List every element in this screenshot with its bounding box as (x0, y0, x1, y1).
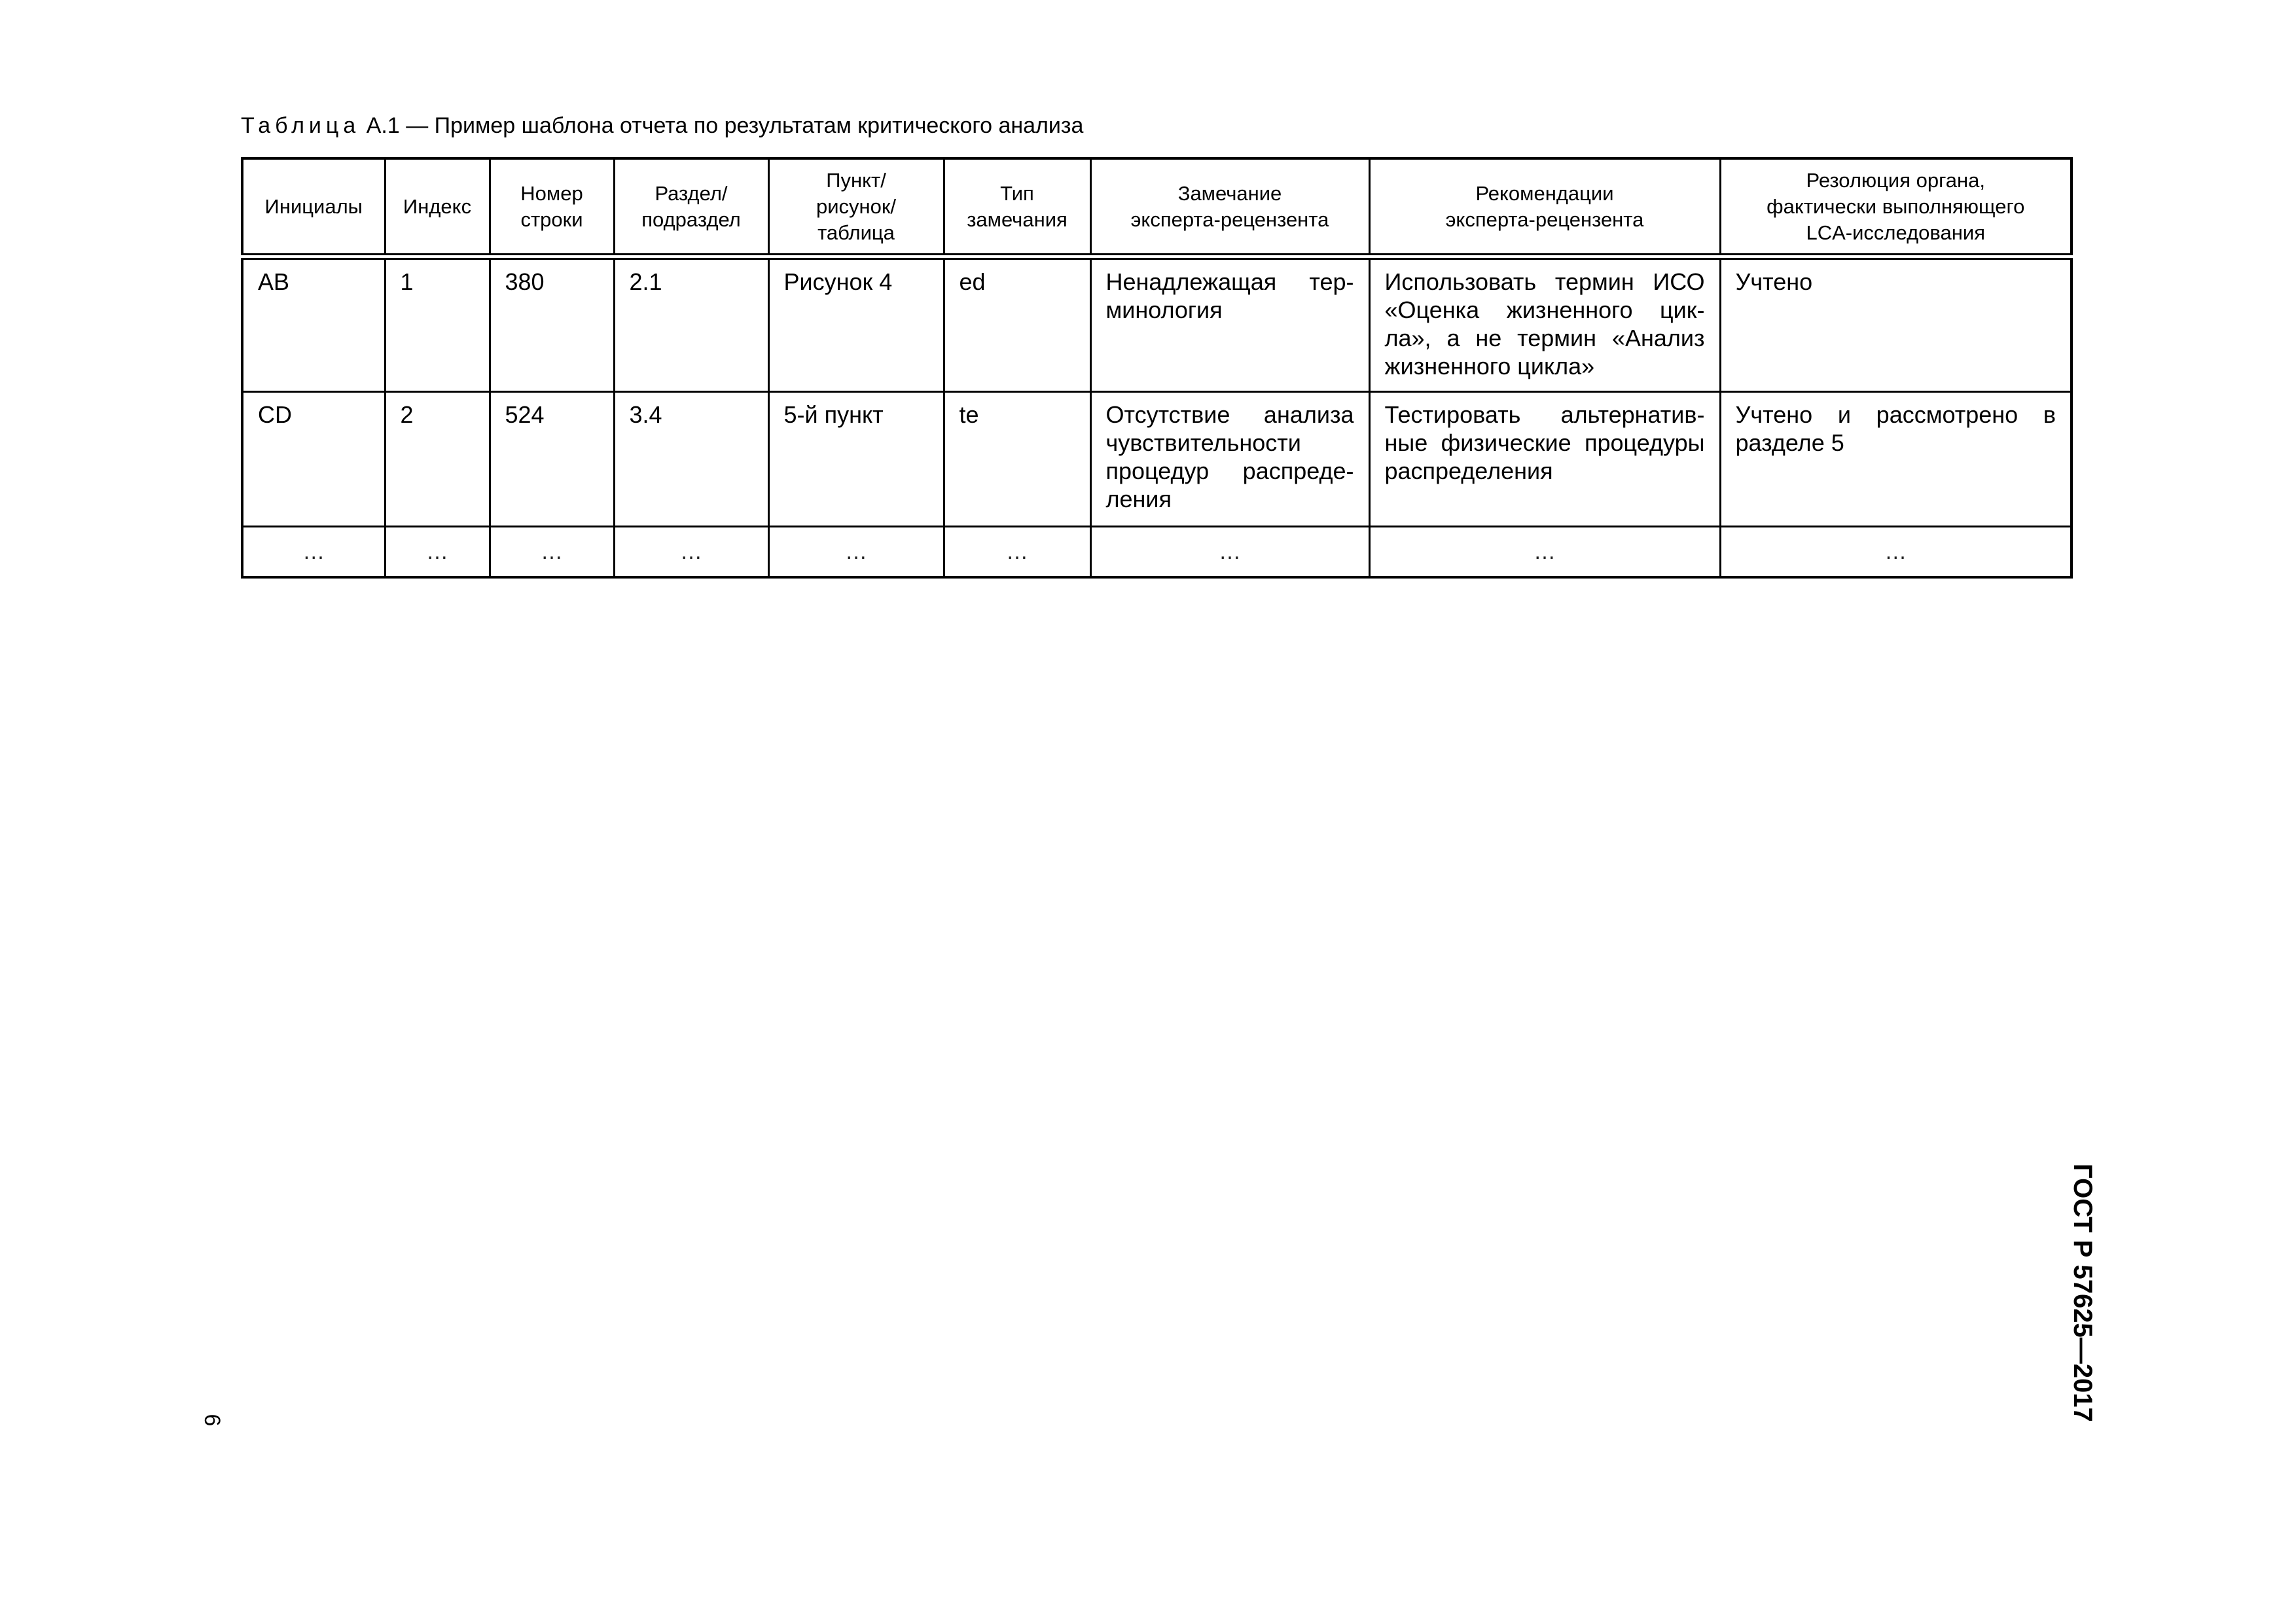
table-ellipsis-row (242, 526, 2072, 577)
ellipsis-cell: … (614, 526, 768, 577)
cell-comment-type: ed (944, 257, 1090, 391)
cell-line-number: 380 (490, 257, 614, 391)
standard-designation: ГОСТ Р 57625—2017 (2068, 1164, 2097, 1422)
ellipsis-cell: … (242, 526, 385, 577)
cell-index: 1 (385, 257, 490, 391)
cell-index: 2 (385, 391, 490, 526)
header-reviewer-comment: Замечание эксперта-рецензента (1090, 158, 1369, 257)
header-line-number: Номер строки (490, 158, 614, 257)
ellipsis-cell: … (944, 526, 1090, 577)
cell-resolution: Учтено (1720, 257, 2072, 391)
cell-clause: 5-й пункт (768, 391, 944, 526)
header-initials: Инициалы (242, 158, 385, 257)
cell-clause: Рисунок 4 (768, 257, 944, 391)
header-reviewer-recommendation: Рекомендации эксперта-рецензента (1369, 158, 1720, 257)
header-resolution: Резолюция органа, фактически выполняющего LCA-исследования (1720, 158, 2072, 257)
table-row (242, 391, 2072, 526)
header-index: Индекс (385, 158, 490, 257)
cell-reviewer-recommendation: Использовать термин ИСО «Оценка жизненного цик-ла», а не термин «Анализ жизненного цикла» (1369, 257, 1720, 391)
ellipsis-cell: … (768, 526, 944, 577)
ellipsis-cell: … (490, 526, 614, 577)
page-number: 6 (200, 1414, 224, 1427)
cell-initials: CD (242, 391, 385, 526)
table-header-row (242, 158, 2072, 257)
ellipsis-cell: … (1369, 526, 1720, 577)
cell-reviewer-comment: Ненадлежащая тер-минология (1090, 257, 1369, 391)
review-report-table (241, 157, 2073, 579)
cell-comment-type: te (944, 391, 1090, 526)
cell-section: 2.1 (614, 257, 768, 391)
header-comment-type: Тип замечания (944, 158, 1090, 257)
ellipsis-cell: … (1090, 526, 1369, 577)
table-row (242, 257, 2072, 391)
cell-resolution: Учтено и рассмотрено в разделе 5 (1720, 391, 2072, 526)
ellipsis-cell: … (385, 526, 490, 577)
cell-reviewer-comment: Отсутствие анализа чувствительности процедур распреде-ления (1090, 391, 1369, 526)
header-section: Раздел/ подраздел (614, 158, 768, 257)
table-title-text: А.1 — Пример шаблона отчета по результатам критического анализа (360, 113, 1084, 138)
cell-line-number: 524 (490, 391, 614, 526)
cell-section: 3.4 (614, 391, 768, 526)
ellipsis-cell: … (1720, 526, 2072, 577)
cell-reviewer-recommendation: Тестировать альтернатив-ные физические процедуры распределения (1369, 391, 1720, 526)
table-title-prefix: Таблица (241, 113, 361, 138)
cell-initials: AB (242, 257, 385, 391)
header-clause: Пункт/ рисунок/ таблица (768, 158, 944, 257)
table-title (241, 110, 1083, 141)
